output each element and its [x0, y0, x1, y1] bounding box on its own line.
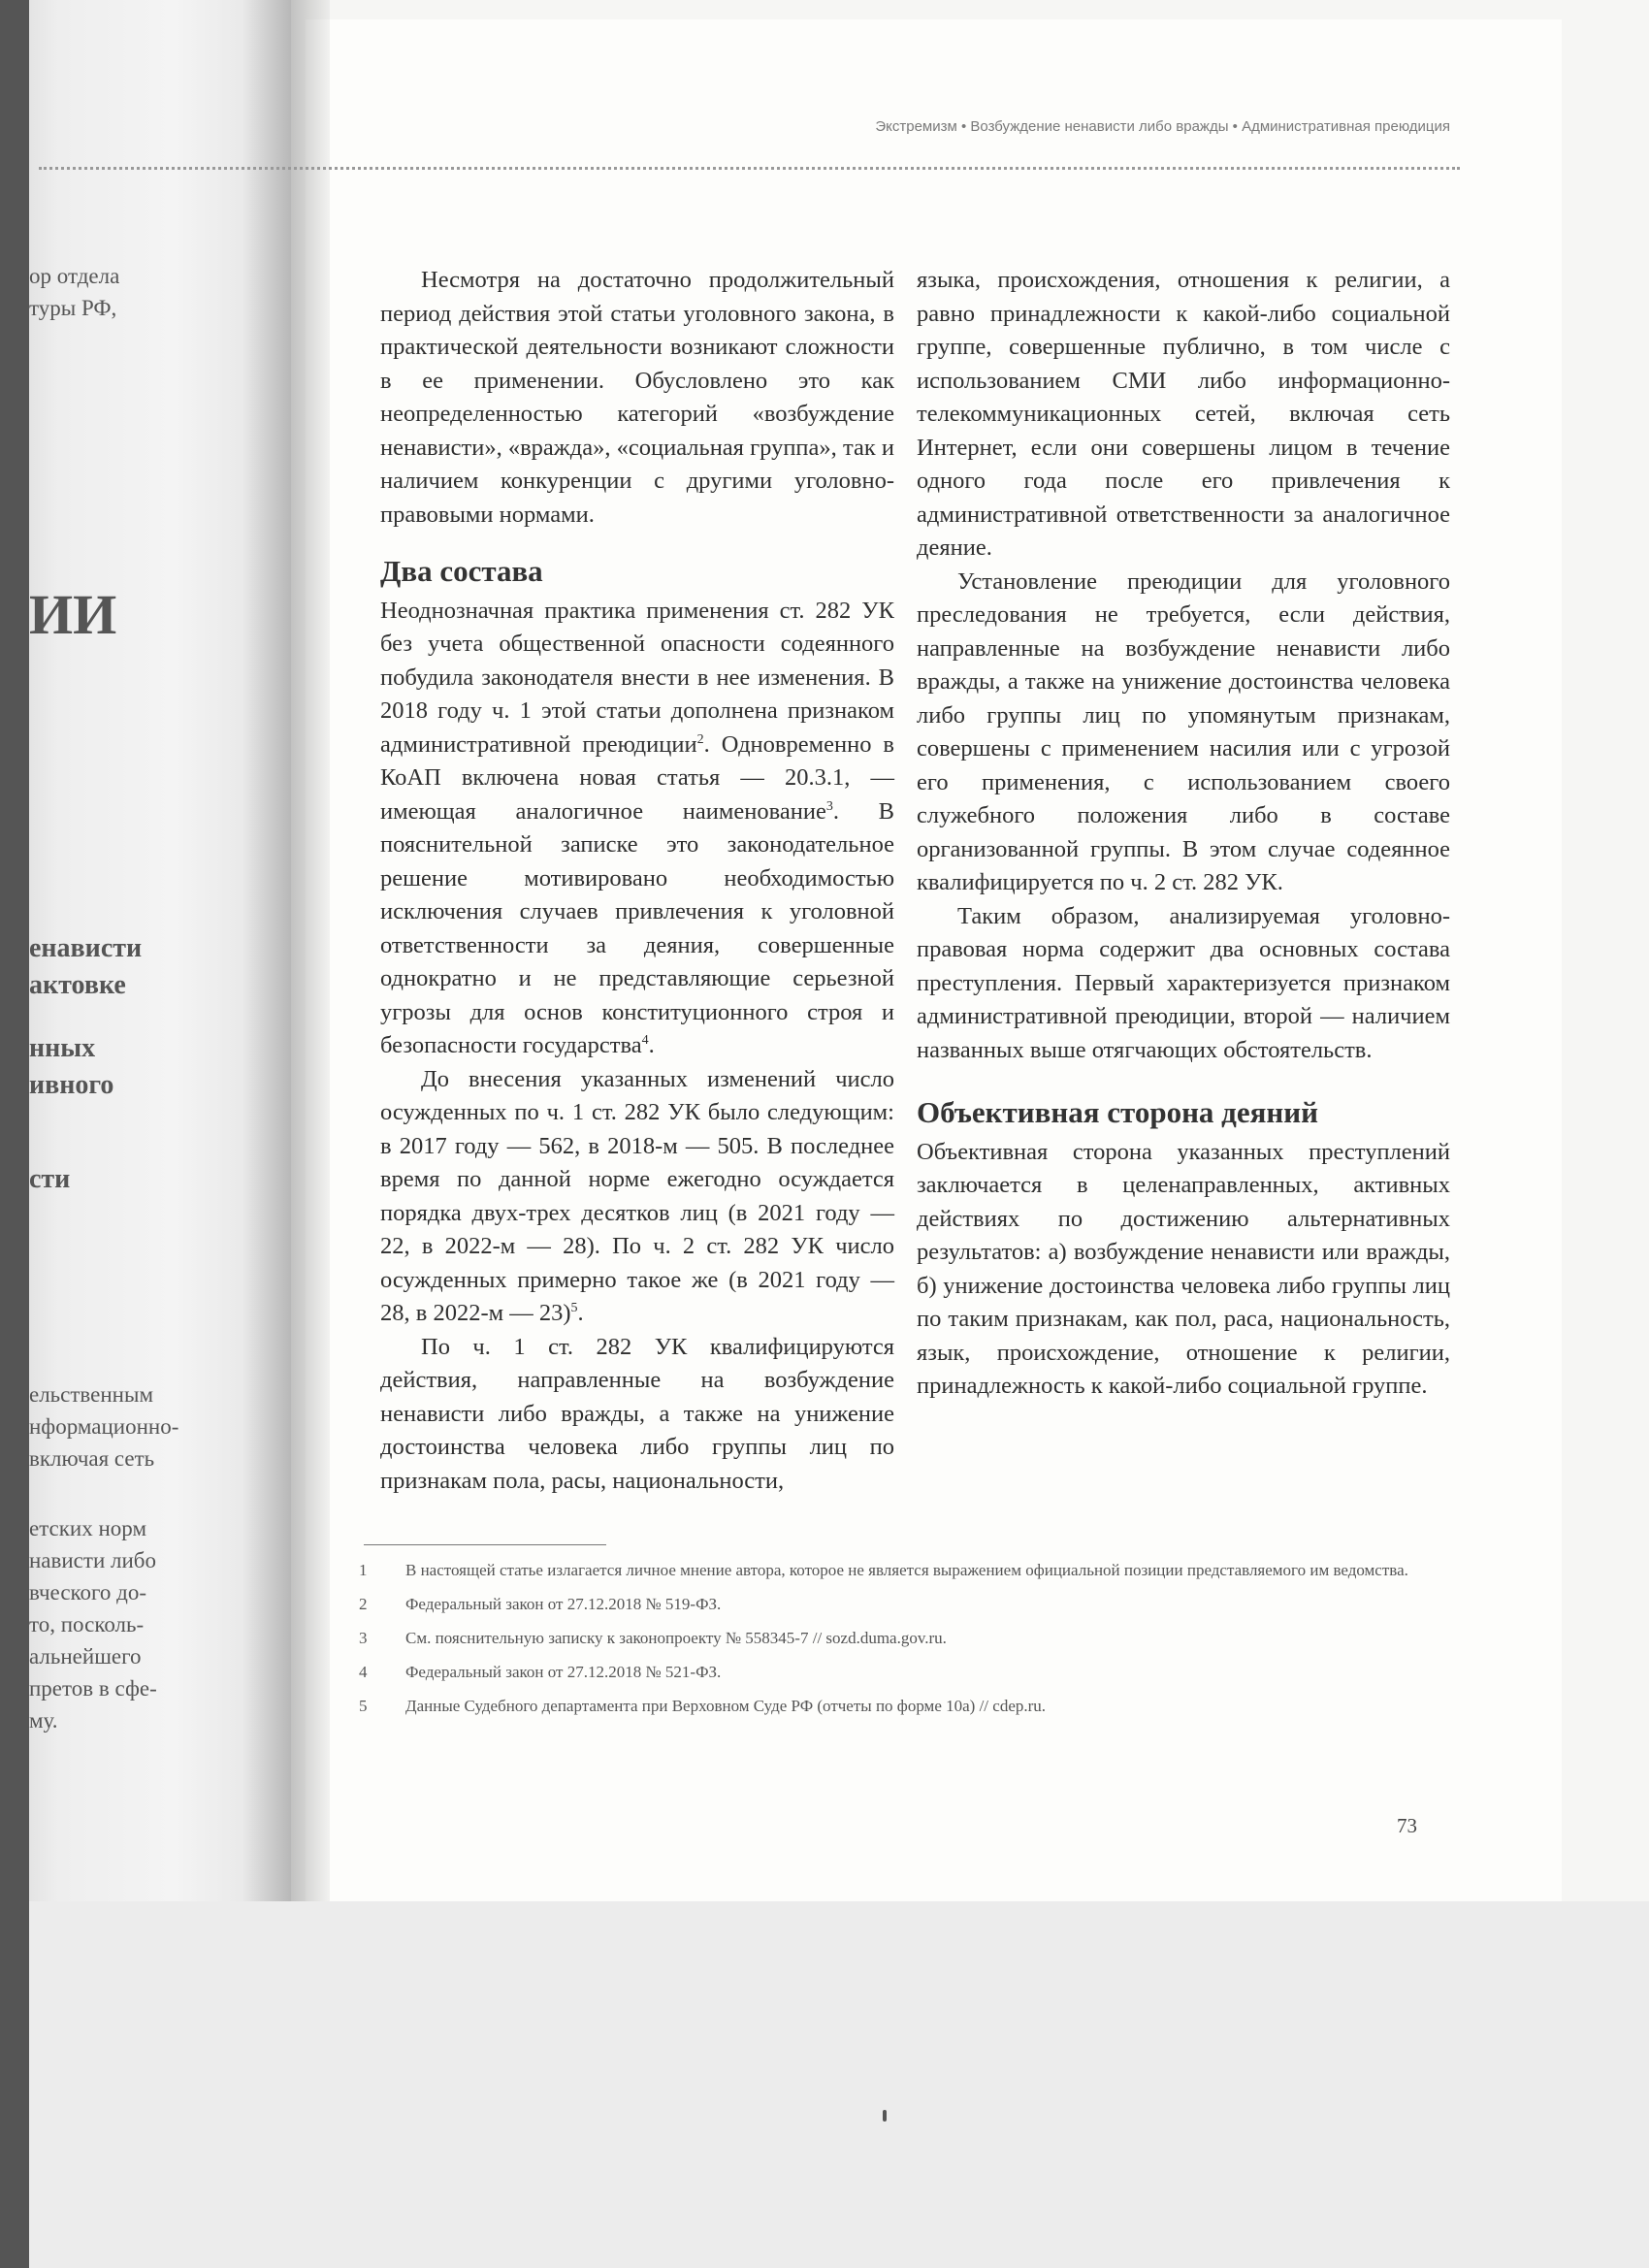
section-heading: Два состава: [380, 554, 543, 588]
prev-fragment: етских норм: [29, 1516, 146, 1540]
text-run: . В пояснительной записке это законодательное решение мотивировано необходимостью исключения случаев привлечения к уголовной ответственности за деяния, совершенные однократно и не представляющие серьезной угрозы для основ конституционного строя и безопасности государства: [380, 797, 894, 1058]
running-header: Экстремизм • Возбуждение ненависти либо вражды • Административная преюдиция: [875, 118, 1450, 135]
text-run: . Одновременно в КоАП включена новая статья — 20.3.1, — имеющая аналогичное наименование: [380, 730, 894, 825]
scanner-bed: [0, 1901, 1649, 2268]
prev-fragment: включая сеть: [29, 1446, 155, 1471]
left-column: [380, 264, 894, 1498]
footnote: [359, 1594, 1436, 1615]
prev-fragment: ивного: [29, 1070, 114, 1100]
prev-fragment: сти: [29, 1164, 71, 1194]
page-number: 73: [1397, 1814, 1417, 1837]
prev-fragment: альнейшего: [29, 1644, 142, 1669]
paragraph: Таким образом, анализируемая уголовно-правовая норма содержит два основных состава преступления. Первый характеризуется признаком административной преюдиции, второй — наличием названных выше отягчающих обстоятельств.: [917, 902, 1450, 1063]
prev-fragment: актовке: [29, 970, 126, 1000]
prev-fragment: ор отдела: [29, 264, 120, 288]
paragraph: По ч. 1 ст. 282 УК квалифицируются действия, направленные на возбуждение ненависти либо вражды, а также на унижение достоинства человека либо группы лиц по признакам пола, расы, национальности,: [380, 1333, 894, 1494]
footnote-text: Федеральный закон от 27.12.2018 № 521-ФЗ.: [405, 1663, 722, 1681]
paragraph: Объективная сторона указанных преступлений заключается в целенаправленных, активных действиях по достижению альтернативных результатов: а) возбуждение ненависти или вражды, б) унижение достоинства человека либо группы лиц по таким признакам, как пол, раса, национальность, язык, происхождение, отношение к религии, принадлежность к какой-либо социальной группе.: [917, 1138, 1450, 1399]
prev-fragment: нформационно-: [29, 1414, 179, 1439]
paragraph: Несмотря на достаточно продолжительный период действия этой статьи уголовного закона, в практической деятельности возникают сложности в ее применении. Обусловлено это как неопределенностью категорий «возбуждение ненависти», «вражда», «социальная группа», так и наличием конкуренции с другими уголовно-правовыми нормами.: [380, 267, 894, 528]
footnote: [359, 1696, 1436, 1717]
paragraph: [380, 595, 894, 1063]
footnote-ref[interactable]: 4: [641, 1032, 649, 1048]
spine-shadow: [242, 0, 330, 1901]
footnote-number: 3: [359, 1629, 368, 1647]
scan-speck: [883, 2110, 887, 2122]
paragraph: Установление преюдиции для уголовного преследования не требуется, если действия, направленные на возбуждение ненависти либо вражды, а также на унижение достоинства человека либо группы лиц по упомянутым признакам, совершены с применением насилия или с угрозой его применения, с использованием своего служебного положения либо в составе организованной группы. В этом случае содеянное квалифицируется по ч. 2 ст. 282 УК.: [917, 567, 1450, 895]
footnotes: [359, 1560, 1436, 1730]
footnote-separator: [364, 1544, 606, 1545]
footnote: [359, 1628, 1436, 1649]
footnote: [359, 1560, 1436, 1581]
prev-fragment: нных: [29, 1033, 96, 1063]
text-run: До внесения указанных изменений число осужденных по ч. 1 ст. 282 УК было следующим: в 2017 году — 562, в 2018-м — 505. В последнее время по данной норме ежегодно осуждается порядка двух-трех десятков лиц (в 2021 году — 22, в 2022-м — 28). По ч. 2 ст. 282 УК число осужденных примерно такое же (в 2021 году — 28, в 2022-м — 23): [380, 1065, 894, 1326]
footnote-number: 5: [359, 1697, 368, 1715]
footnote-text: Данные Судебного департамента при Верховном Суде РФ (отчеты по форме 10а) // cdep.ru.: [405, 1697, 1047, 1715]
text-run: .: [648, 1032, 655, 1058]
prev-fragment: нависти либо: [29, 1548, 156, 1572]
text-run: Неоднозначная практика применения ст. 282 УК без учета общественной опасности содеянного побудила законодателя внести в нее изменения. В 2018 году ч. 1 этой статьи дополнена признаком административной преюдиции: [380, 597, 894, 758]
scan-edge: [0, 0, 29, 2268]
prev-fragment: то, посколь-: [29, 1612, 145, 1636]
footnote-text: См. пояснительную записку к законопроекту № 558345-7 // sozd.duma.gov.ru.: [405, 1629, 947, 1647]
header-rule: [39, 167, 1460, 170]
footnote: [359, 1662, 1436, 1683]
prev-fragment: енависти: [29, 933, 143, 963]
prev-fragment: ельственным: [29, 1382, 153, 1407]
section-heading: Объективная сторона деяний: [917, 1095, 1318, 1129]
footnote-text: Федеральный закон от 27.12.2018 № 519-ФЗ.: [405, 1595, 722, 1613]
prev-fragment: му.: [29, 1708, 58, 1733]
footnote-ref[interactable]: 2: [696, 731, 704, 747]
footnote-ref[interactable]: 3: [825, 798, 833, 814]
footnote-text: В настоящей статье излагается личное мнение автора, которое не является выражением официальной позиции представляемого им ведомства.: [405, 1561, 1408, 1579]
prev-fragment: претов в сфе-: [29, 1676, 157, 1701]
paragraph: [380, 1063, 894, 1331]
footnote-number: 1: [359, 1561, 368, 1579]
footnote-number: 2: [359, 1595, 368, 1613]
right-column: [917, 264, 1450, 1404]
prev-fragment: вческого до-: [29, 1580, 147, 1604]
footnote-ref[interactable]: 5: [570, 1300, 578, 1315]
footnote-number: 4: [359, 1663, 368, 1681]
prev-fragment: ИИ: [29, 583, 117, 646]
paragraph: языка, происхождения, отношения к религии, а равно принадлежности к какой-либо социальной группе, совершенные публично, в том числе с использованием СМИ либо информационно-телекоммуникационных сетей, включая сеть Интернет, если они совершены лицом в течение одного года после его привлечения к административной ответственности за аналогичное деяние.: [917, 267, 1450, 561]
text-run: .: [577, 1300, 584, 1326]
prev-fragment: туры РФ,: [29, 296, 117, 320]
